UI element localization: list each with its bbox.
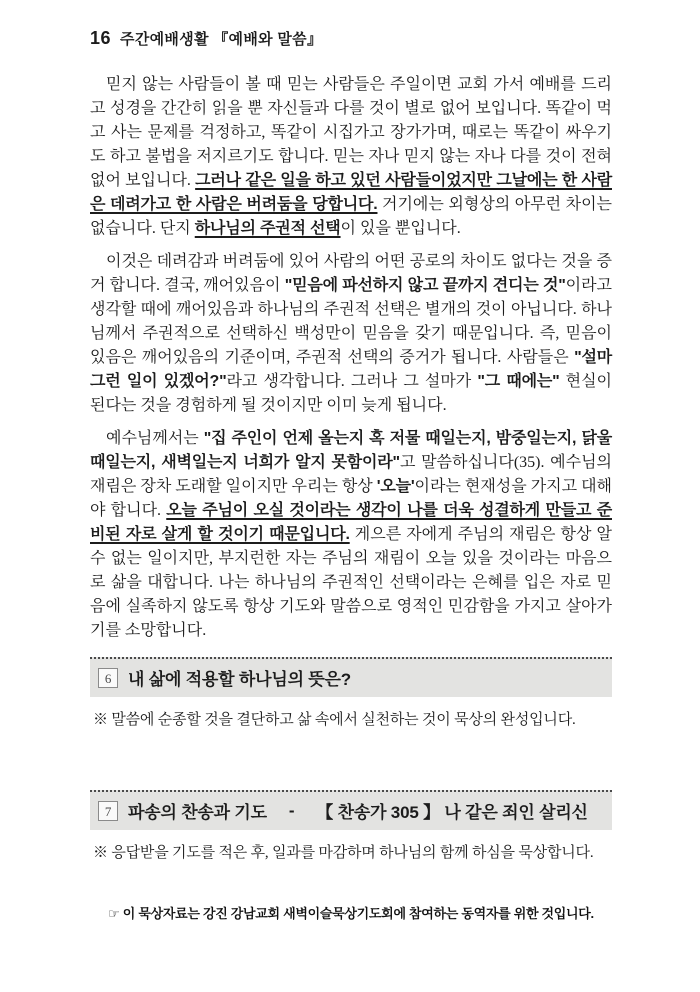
text-segment: 게으른 자에게 주님의 재림은 항상 알 수 없는 일이지만, 부지런한 자는 주님의 재림이 오늘 있을 것이라는 마음으로 삶을 대합니다. 나는 하나님의 주권적인 선택이라는 은혜를 입은 자로 믿음에 실족하지 않도록 항상 기도와 말씀으로 영적인 민감함을 가지고 살아가기를 소망합니다. [90, 526, 613, 639]
text-segment: 이것은 데려감과 버려둠에 있어 사람의 어떤 공로의 차이도 없다는 것을 증거 합니다. 결국, 깨어있음이 [90, 253, 612, 294]
text-segment: 거기에는 외형상의 아무런 차이는 없습니다. 단지 [90, 196, 612, 237]
text-segment: 그러나 같은 일을 하고 있던 사람들이었지만 그날에는 한 사람은 데려가고 한 사람은 버려둠을 당합니다. [90, 172, 612, 213]
body-paragraphs [90, 73, 612, 643]
text-segment: 믿지 않는 사람들이 볼 때 믿는 사람들은 주일이면 교회 가서 예배를 드리고 성경을 간간히 읽을 뿐 자신들과 다를 것이 별로 없어 보입니다. 똑같이 먹고 사는 문제를 걱정하고, 똑같이 시집가고 장가가며, 때로는 똑같이 싸우기도 하고 불법을 저지르기도 합니다. 믿는 자나 믿지 않는 자나 다를 것이 전혀 없어 보입니다. [90, 76, 612, 189]
text-segment: "그 때에는" [477, 373, 560, 390]
section-7-hymn-label: 【 찬송가 305 】 나 같은 죄인 살리신 [316, 803, 588, 822]
text-segment: 오늘 주님이 오실 것이라는 생각이 나를 더욱 성결하게 만들고 준비된 자로 살게 할 것이기 때문입니다. [90, 502, 612, 543]
text-segment: "설마 그런 일이 있겠어?" [90, 349, 612, 390]
section-application [90, 657, 612, 730]
page-footer: ☞ 이 묵상자료는 강진 강남교회 새벽이슬묵상기도회에 참여하는 동역자를 위한 것입니다. [108, 906, 594, 921]
section-closing-hymn-prayer [90, 790, 612, 863]
text-segment: 이라는 현재성을 가지고 대해야 합니다. [90, 478, 612, 519]
text-segment: 라고 생각합니다. 그러나 그 설마가 [226, 373, 478, 390]
page-number: 16 [90, 28, 112, 48]
paragraph [90, 427, 612, 643]
text-segment: 고 말씀하십니다(35). 예수님의 재림은 장차 도래할 일이지만 우리는 항상 [90, 454, 612, 495]
text-segment: 하나님의 주권적 선택 [194, 220, 341, 237]
section-7-title: 파송의 찬송과 기도 [128, 803, 267, 822]
text-segment: "믿음에 파선하지 않고 끝까지 견디는 것" [284, 277, 566, 294]
page-header [90, 28, 612, 49]
text-segment: 예수님께서는 [106, 430, 204, 447]
section-7-number-box: 7 [98, 801, 118, 821]
text-segment: 이라고 생각할 때에 깨어있음과 하나님의 주권적 선택은 별개의 것이 아닙니다. 하나님께서 주권적으로 선택하신 백성만이 믿음을 갖기 때문입니다. 즉, 믿음이 있음은 깨어있음의 기준이며, 주권적 선택의 증거가 됩니다. 사람들은 [90, 277, 612, 366]
section-6-title: 내 삶에 적용할 하나님의 뜻은? [128, 670, 351, 689]
section-6-header-band [90, 657, 612, 697]
booklet-title: 주간예배생활 『예배와 말씀』 [120, 31, 323, 48]
section-7-note: ※ 응답받을 기도를 적은 후, 일과를 마감하며 하나님의 함께 하심을 묵상합니다. [93, 845, 594, 861]
paragraph [90, 73, 612, 241]
text-segment: "집 주인이 언제 올는지 혹 저물 때일는지, 밤중일는지, 닭울 때일는지, 새벽일는지 너희가 알지 못함이라" [90, 430, 612, 471]
section-6-number-box: 6 [98, 668, 118, 688]
text-segment: 이 있을 뿐입니다. [340, 220, 461, 237]
paragraph [90, 250, 612, 418]
text-segment: '오늘' [376, 478, 415, 495]
section-7-header-band [90, 790, 612, 830]
text-segment: 현실이 된다는 것을 경험하게 될 것이지만 이미 늦게 됩니다. [90, 373, 612, 414]
section-7-separator: - [288, 800, 295, 820]
section-6-note: ※ 말씀에 순종할 것을 결단하고 삶 속에서 실천하는 것이 묵상의 완성입니다. [93, 712, 576, 728]
